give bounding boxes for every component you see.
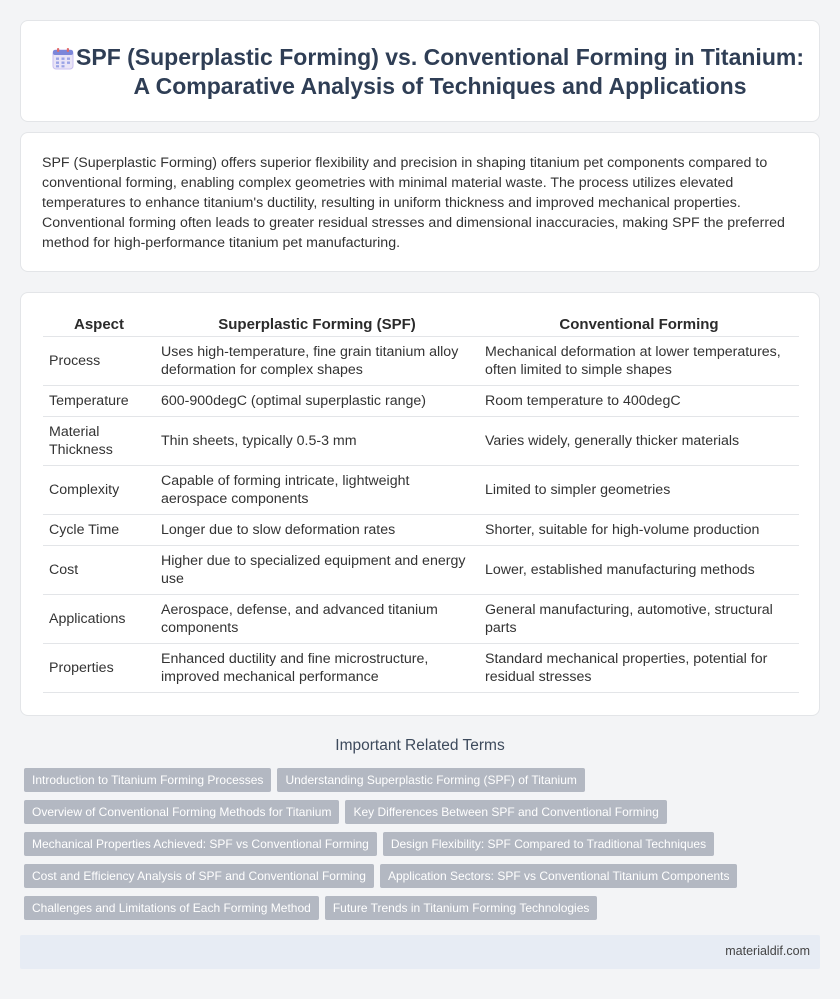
intro-paragraph: SPF (Superplastic Forming) offers superior flexibility and precision in shaping titanium pet components compared to conventional forming, enabling complex geometries with minimal material waste. The process utilizes elevated temperatures to enhance titanium's ductility, resulting in uniform thickness and improved mechanical properties. Conventional forming often leads to greater residual stresses and dimensional inaccuracies, making SPF the preferred method for high-performance titanium pet manufacturing. bbox=[42, 155, 785, 251]
spf-cell: Uses high-temperature, fine grain titanium alloy deformation for complex shapes bbox=[155, 337, 479, 386]
table-row bbox=[43, 644, 799, 693]
conventional-cell: Standard mechanical properties, potential for residual stresses bbox=[479, 644, 799, 693]
conventional-cell: Varies widely, generally thicker materials bbox=[479, 417, 799, 466]
column-header-spf: Superplastic Forming (SPF) bbox=[155, 315, 479, 337]
comparison-table bbox=[43, 315, 799, 693]
related-term-link[interactable]: Challenges and Limitations of Each Forming Method bbox=[24, 896, 319, 920]
column-header-aspect: Aspect bbox=[43, 315, 155, 337]
spf-cell: Higher due to specialized equipment and energy use bbox=[155, 546, 479, 595]
related-term-link[interactable]: Future Trends in Titanium Forming Technologies bbox=[325, 896, 598, 920]
related-terms-heading: Important Related Terms bbox=[335, 737, 505, 754]
conventional-cell: Shorter, suitable for high-volume production bbox=[479, 515, 799, 546]
table-row bbox=[43, 386, 799, 417]
related-term-link[interactable]: Design Flexibility: SPF Compared to Traditional Techniques bbox=[383, 832, 714, 856]
page-title: SPF (Superplastic Forming) vs. Conventional Forming in Titanium: A Comparative Analysis of Techniques and Applications bbox=[76, 44, 804, 99]
table-row bbox=[43, 466, 799, 515]
aspect-cell: Cycle Time bbox=[43, 515, 155, 546]
aspect-cell: Temperature bbox=[43, 386, 155, 417]
aspect-cell: Process bbox=[43, 337, 155, 386]
intro-card bbox=[20, 132, 820, 272]
spf-cell: Aerospace, defense, and advanced titanium components bbox=[155, 595, 479, 644]
spf-cell: 600-900degC (optimal superplastic range) bbox=[155, 386, 479, 417]
related-term-link[interactable]: Mechanical Properties Achieved: SPF vs Conventional Forming bbox=[24, 832, 377, 856]
conventional-cell: Mechanical deformation at lower temperatures, often limited to simple shapes bbox=[479, 337, 799, 386]
header-card bbox=[20, 20, 820, 122]
column-header-conventional: Conventional Forming bbox=[479, 315, 799, 337]
spf-cell: Longer due to slow deformation rates bbox=[155, 515, 479, 546]
conventional-cell: General manufacturing, automotive, structural parts bbox=[479, 595, 799, 644]
related-term-link[interactable]: Application Sectors: SPF vs Conventional Titanium Components bbox=[380, 864, 738, 888]
footer bbox=[20, 935, 820, 969]
related-term-link[interactable]: Understanding Superplastic Forming (SPF) of Titanium bbox=[277, 768, 584, 792]
comparison-table-card bbox=[20, 292, 820, 716]
spf-cell: Capable of forming intricate, lightweight aerospace components bbox=[155, 466, 479, 515]
aspect-cell: Complexity bbox=[43, 466, 155, 515]
table-row bbox=[43, 595, 799, 644]
related-term-link[interactable]: Introduction to Titanium Forming Processes bbox=[24, 768, 271, 792]
table-row bbox=[43, 546, 799, 595]
table-row bbox=[43, 515, 799, 546]
related-terms-list bbox=[24, 768, 824, 928]
aspect-cell: Material Thickness bbox=[43, 417, 155, 466]
aspect-cell: Applications bbox=[43, 595, 155, 644]
aspect-cell: Properties bbox=[43, 644, 155, 693]
conventional-cell: Limited to simpler geometries bbox=[479, 466, 799, 515]
conventional-cell: Room temperature to 400degC bbox=[479, 386, 799, 417]
spf-cell: Enhanced ductility and fine microstructure, improved mechanical performance bbox=[155, 644, 479, 693]
conventional-cell: Lower, established manufacturing methods bbox=[479, 546, 799, 595]
spf-cell: Thin sheets, typically 0.5-3 mm bbox=[155, 417, 479, 466]
table-header-row bbox=[43, 315, 799, 337]
aspect-cell: Cost bbox=[43, 546, 155, 595]
table-row bbox=[43, 417, 799, 466]
related-term-link[interactable]: Key Differences Between SPF and Conventional Forming bbox=[345, 800, 666, 824]
table-row bbox=[43, 337, 799, 386]
related-term-link[interactable]: Overview of Conventional Forming Methods for Titanium bbox=[24, 800, 339, 824]
related-term-link[interactable]: Cost and Efficiency Analysis of SPF and Conventional Forming bbox=[24, 864, 374, 888]
footer-site-link[interactable]: materialdif.com bbox=[725, 944, 810, 958]
